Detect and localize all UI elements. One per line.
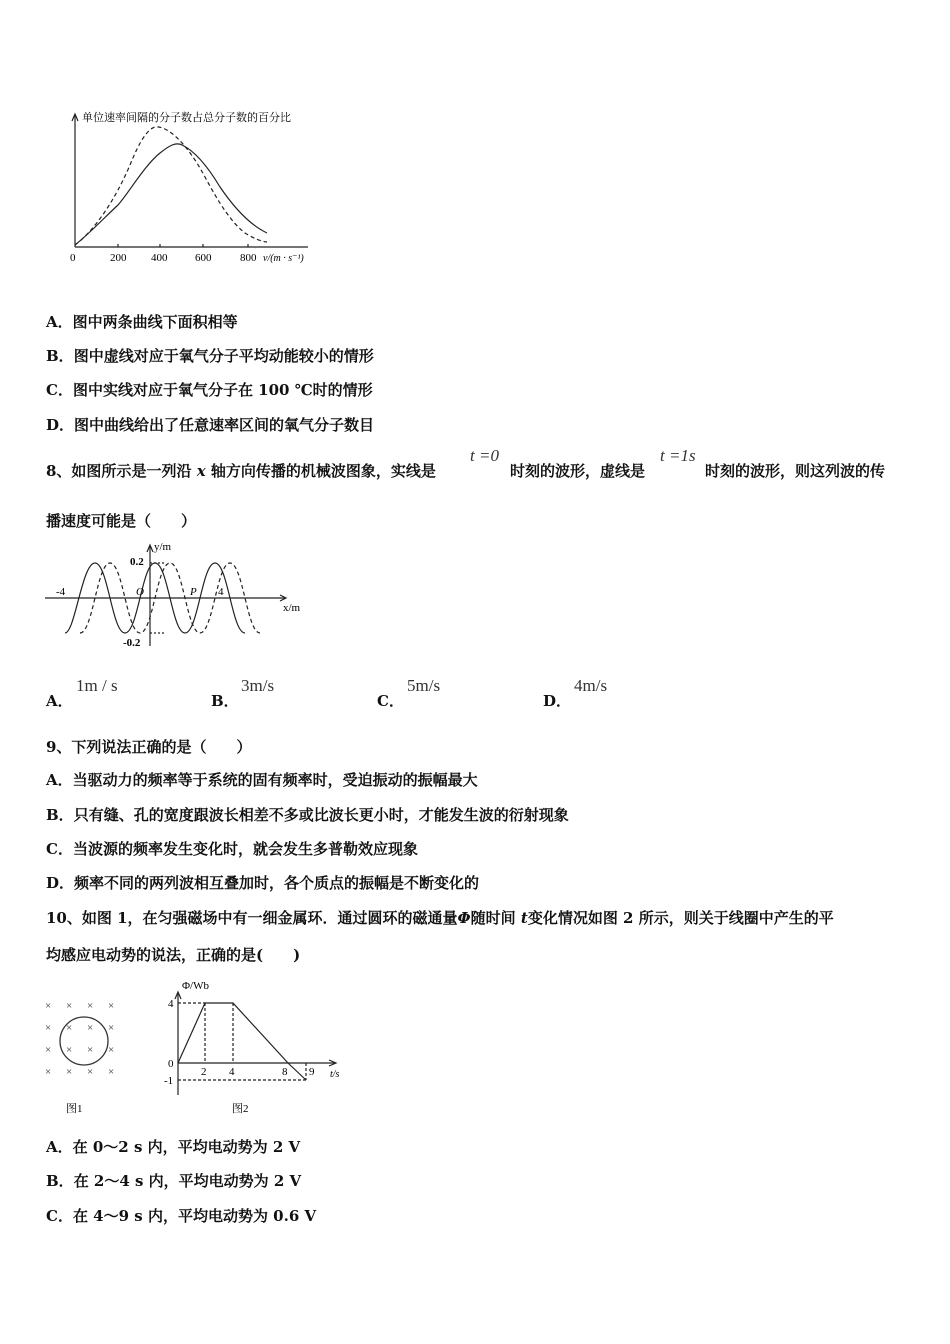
wave-figure [40,538,305,653]
wave-x-right: 4 [218,586,224,598]
flux-x-tick-4: 4 [229,1066,235,1078]
svg-text:×: × [87,1000,94,1012]
q8-option-b-label: B． [211,692,239,710]
q8-t0: t =0 [470,446,499,465]
flux-y-label: Φ/Wb [182,980,209,992]
flux-x-tick-9: 9 [309,1066,315,1078]
speed-distribution-figure [60,105,340,275]
q7-option-a: A．图中两条曲线下面积相等 [46,313,238,331]
q8-t1: t =1s [660,446,696,465]
q9-option-a: A．当驱动力的频率等于系统的固有频率时，受迫振动的振幅最大 [46,771,478,789]
q7-option-d: D．图中曲线给出了任意速率区间的氧气分子数目 [46,416,375,434]
q7-option-b: B．图中虚线对应于氧气分子平均动能较小的情形 [46,347,374,365]
svg-text:×: × [108,1066,115,1078]
x-tick-400: 400 [151,252,168,264]
fig2-caption: 图2 [232,1103,249,1115]
flux-y-tick-4: 4 [168,998,174,1010]
q8-option-d-label: D． [543,692,572,710]
q10-option-a: A．在 0～2 s 内，平均电动势为 2 V [46,1138,301,1156]
wave-x-label: x/m [283,602,301,614]
q9-option-b: B．只有缝、孔的宽度跟波长相差不多或比波长更小时，才能发生波的衍射现象 [46,806,569,824]
q10-stem-line2: 均感应电动势的说法，正确的是( ) [46,946,301,964]
q10-option-b: B．在 2～4 s 内，平均电动势为 2 V [46,1172,302,1190]
q8-option-d-value: 4m/s [574,676,608,695]
q8-option-c-value: 5m/s [407,676,441,695]
svg-text:×: × [66,1044,73,1056]
flux-y-tick-neg1: -1 [164,1075,174,1087]
q9-option-d: D．频率不同的两列波相互叠加时，各个质点的振幅是不断变化的 [46,874,480,892]
q9-stem: 9、下列说法正确的是（ ） [46,738,252,756]
q8-stem-line1-mid: 时刻的波形，虚线是 [510,462,646,480]
svg-text:×: × [66,1022,73,1034]
q8-option-a-label: A． [46,692,73,710]
flux-x-label: t/s [330,1069,340,1080]
svg-text:×: × [87,1022,94,1034]
svg-text:×: × [66,1066,73,1078]
q8-option-c-label: C． [377,692,404,710]
flux-x-tick-2: 2 [201,1066,207,1078]
svg-text:×: × [45,1044,52,1056]
q8-stem-line2: 播速度可能是（ ） [46,512,197,530]
solid-curve [75,144,267,245]
q7-option-c: C．图中实线对应于氧气分子在 100 ℃时的情形 [46,381,373,399]
q8-stem-line1: 8、如图所示是一列沿 x 轴方向传播的机械波图象，实线是 [46,462,436,480]
svg-text:×: × [87,1066,94,1078]
wave-y-bottom: -0.2 [123,637,141,649]
ring-figure [40,995,140,1120]
wave-x-left: -4 [56,586,66,598]
svg-text:×: × [108,1022,115,1034]
wave-y-top: 0.2 [130,556,144,568]
x-tick-800: 800 [240,252,257,264]
q10-stem-line1: 10、如图 1，在匀强磁场中有一细金属环．通过圆环的磁通量Φ随时间 t变化情况如图 2 所示，则关于线圈中产生的平 [46,909,834,927]
wave-origin: O [136,586,144,598]
svg-text:×: × [108,1000,115,1012]
q8-option-a-value: 1m / s [76,676,118,695]
x-tick-200: 200 [110,252,127,264]
q8-option-b-value: 3m/s [241,676,275,695]
svg-text:×: × [45,1066,52,1078]
wave-y-label: y/m [154,541,172,553]
svg-text:×: × [108,1044,115,1056]
x-axis-label: v/(m · s⁻¹) [263,253,304,264]
x-tick-600: 600 [195,252,212,264]
flux-x-tick-8: 8 [282,1066,288,1078]
dashed-curve [75,127,267,245]
svg-text:×: × [87,1044,94,1056]
flux-y-tick-0: 0 [168,1058,174,1070]
q10-option-c: C．在 4～9 s 内，平均电动势为 0.6 V [46,1207,317,1225]
flux-figure [160,975,350,1120]
y-axis-title: 单位速率间隔的分子数占总分子数的百分比 [82,112,291,124]
q8-stem-line1-end: 时刻的波形，则这列波的传 [705,462,886,480]
svg-text:×: × [66,1000,73,1012]
wave-point-p: P [190,586,197,598]
origin-label: 0 [70,252,76,264]
svg-text:×: × [45,1000,52,1012]
fig1-caption: 图1 [66,1103,83,1115]
svg-text:×: × [45,1022,52,1034]
q9-option-c: C．当波源的频率发生变化时，就会发生多普勒效应现象 [46,840,418,858]
metal-ring [60,1017,108,1065]
